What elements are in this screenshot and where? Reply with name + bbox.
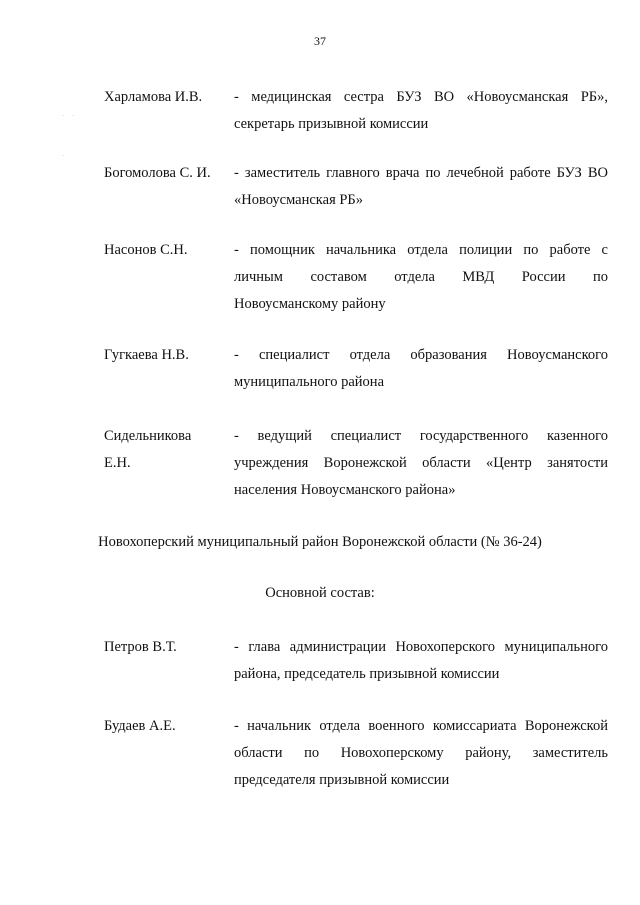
member-role-line: - заместитель главного врача по лечебной работе БУЗ ВО [234,165,608,181]
commission-member-entry [104,634,608,688]
member-role-line: области по Новохоперскому району, заместитель [234,745,608,761]
member-role-line: - медицинская сестра БУЗ ВО «Новоусманская РБ», [234,89,608,105]
member-role-line: Новоусманскому району [234,296,386,312]
member-role-line: председателя призывной комиссии [234,772,450,788]
member-name: Будаев А.Е. [104,718,176,734]
member-role [234,342,608,396]
member-role [234,713,608,794]
member-role-line: - помощник начальника отдела полиции по работе с [234,242,608,258]
member-role-line: личным составом отдела МВД России по [234,269,608,285]
commission-member-entry [104,84,608,138]
member-role [234,237,608,318]
member-role-line: - ведущий специалист государственного казенного [234,428,608,444]
member-role [234,634,608,688]
member-name: Богомолова С. И. [104,165,211,181]
commission-member-entry [104,713,608,794]
scan-speck: · · [62,112,78,120]
commission-member-entry [104,342,608,396]
member-role-line: - начальник отдела военного комиссариата Воронежской [234,718,608,734]
member-name: Харламова И.В. [104,89,203,105]
member-role-line: населения Новоусманского района» [234,482,456,498]
member-role-line: учреждения Воронежской области «Центр занятости [234,455,608,471]
scan-speck: · [62,152,68,160]
member-name [104,423,224,477]
member-role [234,84,608,138]
composition-subheading: Основной состав: [265,585,375,601]
member-role-line: муниципального района [234,374,384,390]
commission-member-entry [104,237,608,318]
member-role-line: «Новоусманская РБ» [234,192,364,208]
member-role-line: - глава администрации Новохоперского муниципального [234,639,608,655]
member-name: Гугкаева Н.В. [104,347,189,363]
page-number: 37 [314,34,326,48]
commission-member-entry [104,160,608,214]
member-role-line: секретарь призывной комиссии [234,116,429,132]
member-name: Насонов С.Н. [104,242,188,258]
member-name-line: Е.Н. [104,455,131,471]
member-role-line: - специалист отдела образования Новоусманского [234,347,608,363]
member-name: Петров В.Т. [104,639,177,655]
member-role [234,160,608,214]
member-role-line: района, председатель призывной комиссии [234,666,500,682]
member-name-line: Сидельникова [104,428,192,444]
member-role [234,423,608,504]
commission-member-entry [104,423,608,504]
district-heading: Новохоперский муниципальный район Воронежской области (№ 36-24) [98,534,542,550]
